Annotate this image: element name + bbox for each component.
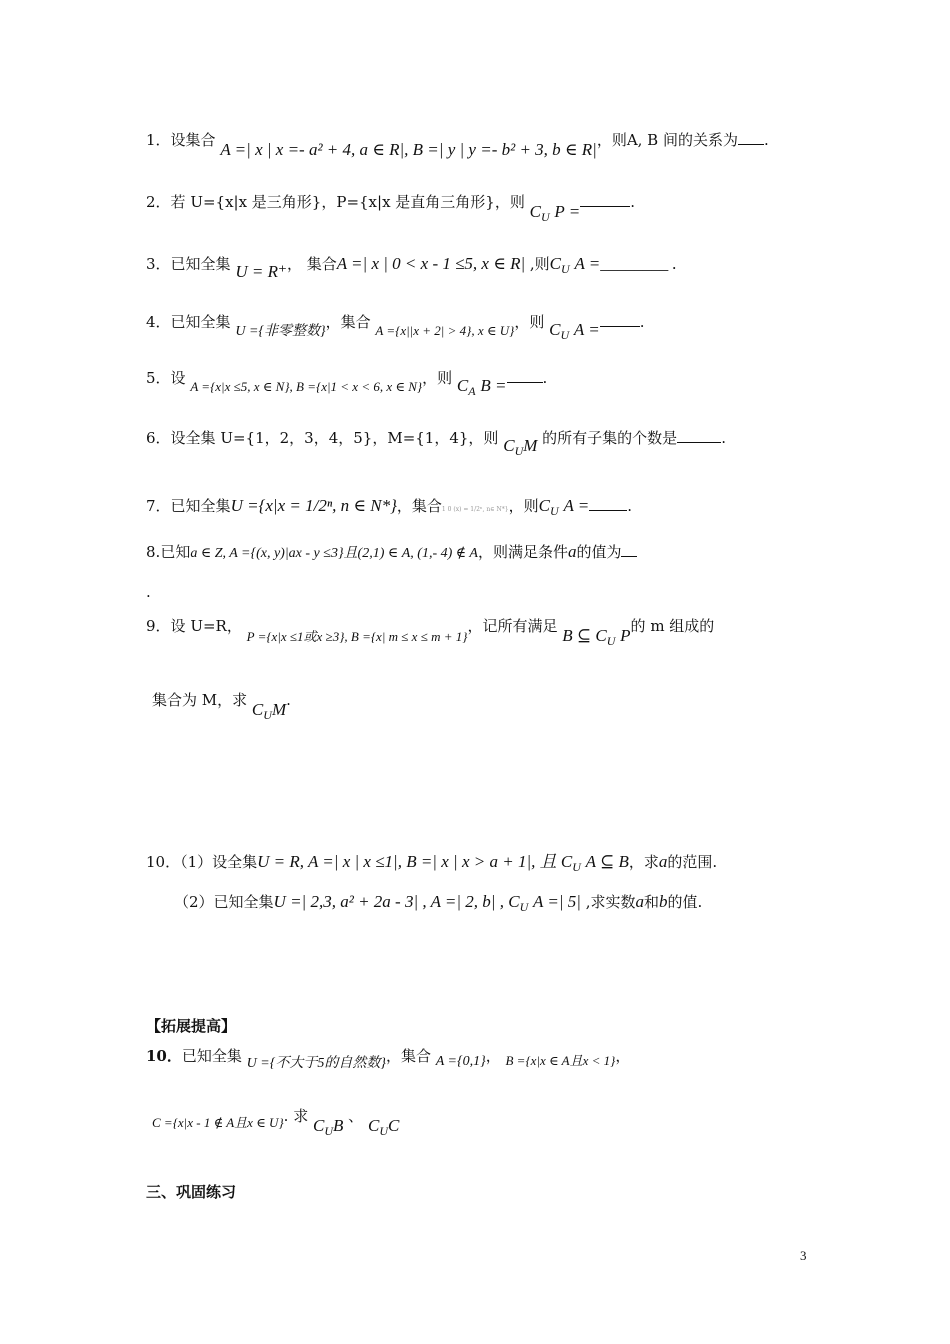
math-subscript: U bbox=[606, 634, 616, 648]
problem-number: 9． bbox=[146, 617, 171, 635]
problem-text: （1）设全集 bbox=[180, 853, 258, 871]
problem-text: 已知 bbox=[160, 543, 191, 561]
problem-text: 设集合 bbox=[170, 131, 216, 149]
problem-text: 若 U={x|x 是三角形}，P={x|x 是直角三角形}，则 bbox=[170, 193, 525, 211]
problem-9-cont bbox=[152, 688, 291, 722]
problem-text: 的所有子集的个数是 bbox=[537, 429, 678, 447]
problem-number: 6． bbox=[146, 429, 171, 447]
problem-number: 1． bbox=[146, 131, 171, 149]
problem-8 bbox=[146, 540, 637, 566]
math-expression: U =| 2,3, a² + 2a - 3| , A =| 2, b| , C bbox=[273, 892, 520, 911]
problem-number: 10． bbox=[146, 853, 181, 871]
problem-6 bbox=[146, 426, 726, 458]
math-expression: C bbox=[367, 1116, 380, 1135]
problem-number: 8. bbox=[146, 543, 161, 561]
section-heading-extension: 【拓展提高】 bbox=[146, 1017, 237, 1035]
problem-text: ，记所有满足 bbox=[467, 617, 558, 635]
problem-9 bbox=[146, 614, 715, 648]
problem-8-end bbox=[146, 580, 151, 604]
math-expression: C bbox=[538, 496, 550, 515]
problem-number: 3． bbox=[146, 255, 171, 273]
math-subscript: U bbox=[263, 708, 272, 722]
math-expression: M bbox=[523, 436, 538, 455]
math-subscript: U bbox=[324, 1124, 333, 1138]
problem-text: ，集合 bbox=[385, 1047, 431, 1065]
math-expression: a bbox=[635, 892, 644, 911]
math-expression: U = R⁺ bbox=[235, 262, 287, 281]
punctuation: . bbox=[627, 497, 633, 515]
math-expression: P bbox=[620, 626, 631, 645]
problem-text: 设 U=R， bbox=[170, 617, 242, 635]
punctuation: . bbox=[721, 429, 726, 447]
problem-text: 的值为 bbox=[576, 543, 622, 561]
math-expression: B ⊆ C bbox=[562, 626, 607, 645]
math-subscript: U bbox=[379, 1124, 388, 1138]
problem-number: 2． bbox=[146, 193, 171, 211]
problem-text: 和 bbox=[643, 893, 659, 911]
answer-blank bbox=[589, 510, 627, 511]
problem-number: 10． bbox=[146, 1047, 182, 1065]
math-expression: a bbox=[658, 852, 668, 871]
math-subscript: U bbox=[572, 860, 581, 874]
math-expression: C ={x|x - 1 ∉ A且x ∈ U} bbox=[152, 1115, 284, 1130]
extension-problem bbox=[146, 1044, 630, 1070]
math-expression: C bbox=[549, 320, 561, 339]
math-expression: C bbox=[549, 254, 562, 273]
problem-5 bbox=[146, 366, 548, 398]
problem-7 bbox=[146, 494, 632, 523]
problem-10a bbox=[146, 850, 717, 879]
math-expression: A =________ . bbox=[574, 254, 677, 273]
math-subscript: U bbox=[540, 210, 550, 224]
problem-text: 已知全集 bbox=[170, 497, 231, 515]
math-expression: M bbox=[271, 700, 287, 719]
extension-problem-line2 bbox=[152, 1104, 400, 1138]
problem-text: 设全集 U={1，2，3，4，5}，M={1，4}，则 bbox=[170, 429, 499, 447]
answer-blank bbox=[738, 144, 764, 145]
problem-text: ， 集合 bbox=[286, 255, 337, 273]
math-expression: a bbox=[567, 542, 577, 561]
punctuation: 、 bbox=[348, 1107, 364, 1125]
math-expression: A ={x||x + 2| > 4}, x ∈ U} bbox=[375, 323, 515, 338]
punctuation: . bbox=[542, 369, 548, 387]
problem-text: ，集合 bbox=[325, 313, 371, 331]
math-expression: U ={x|x = 1/2ⁿ, n ∈ N*} bbox=[230, 496, 397, 515]
answer-blank bbox=[677, 442, 721, 443]
answer-blank bbox=[580, 206, 630, 207]
math-expression: B = bbox=[480, 376, 507, 395]
math-expression: B ={x|x ∈ A且x < 1} bbox=[505, 1053, 616, 1068]
math-expression: U ={不大于5的自然数} bbox=[246, 1056, 386, 1071]
problem-1 bbox=[146, 128, 769, 159]
problem-text: ，则 bbox=[514, 313, 545, 331]
problem-text: 设 bbox=[170, 369, 186, 387]
problem-text: ，集合 bbox=[396, 497, 442, 515]
problem-number: 4． bbox=[146, 313, 171, 331]
problem-text: ，则满足条件 bbox=[477, 543, 568, 561]
math-expression: A ={0,1} bbox=[435, 1054, 486, 1069]
problem-10b bbox=[174, 890, 702, 919]
math-expression: U ={非零整数} bbox=[235, 324, 326, 339]
math-expression: A = bbox=[573, 320, 600, 339]
math-expression: C bbox=[503, 436, 515, 455]
problem-number: 5． bbox=[146, 369, 171, 387]
math-expression: C bbox=[312, 1116, 325, 1135]
math-expression: P = bbox=[554, 202, 581, 221]
page-number: 3 bbox=[800, 1248, 807, 1263]
math-subscript: U bbox=[519, 900, 529, 914]
answer-blank bbox=[621, 556, 637, 557]
punctuation: . bbox=[639, 313, 645, 331]
punctuation: . bbox=[146, 583, 151, 601]
math-expression: B bbox=[333, 1116, 344, 1135]
punctuation: . bbox=[763, 131, 769, 149]
math-subscript: A bbox=[468, 384, 476, 398]
math-expression: A =| x | 0 < x - 1 ≤5, x ∈ R| bbox=[336, 254, 526, 273]
problem-text: （2）已知全集 bbox=[174, 893, 274, 911]
math-subscript: U bbox=[560, 328, 570, 342]
math-expression: A ={x|x ≤5, x ∈ N}, B ={x|1 < x < 6, x ∈ N} bbox=[190, 379, 423, 394]
problem-text: 的范围. bbox=[667, 853, 718, 871]
problem-text: 集合为 M，求 bbox=[152, 691, 248, 709]
math-expression: C bbox=[456, 376, 469, 395]
math-expression: C bbox=[529, 202, 541, 221]
math-expression: P ={x|x ≤1或x ≥3}, B ={x| m ≤ x ≤ m + 1} bbox=[246, 629, 468, 644]
math-expression: U = R, A =| x | x ≤1|, B =| x | x > a + 1|, 且 C bbox=[257, 852, 573, 871]
problem-text: ， bbox=[615, 1047, 631, 1065]
math-expression: A = bbox=[563, 496, 590, 515]
problem-text: . 求 bbox=[283, 1107, 309, 1125]
problem-text: ，则 bbox=[422, 369, 453, 387]
problem-3 bbox=[146, 252, 677, 281]
math-subscript: U bbox=[514, 444, 524, 458]
math-expression-faint: 1 0 (x) = 1/2ⁿ, n∈ N*} bbox=[441, 506, 509, 513]
problem-number: 7． bbox=[146, 497, 171, 515]
answer-blank bbox=[600, 326, 640, 327]
math-expression: A =| 5| bbox=[533, 892, 581, 911]
answer-blank bbox=[507, 382, 543, 383]
math-expression: a ∈ Z, A ={(x, y)|ax - y ≤3}且(2,1) ∈ A, (1,- 4) ∉ A bbox=[190, 546, 478, 561]
math-expression: b bbox=[658, 892, 668, 911]
section-heading-consolidation: 三、巩固练习 bbox=[146, 1183, 237, 1201]
problem-2 bbox=[146, 190, 636, 224]
problem-4 bbox=[146, 310, 645, 342]
math-expression: A =| x | x =- a² + 4, a ∈ R|, B =| y | y =- b² + 3, b ∈ R| bbox=[220, 140, 597, 159]
problem-text: ,求实数 bbox=[580, 893, 636, 911]
problem-text: ， bbox=[485, 1047, 501, 1065]
punctuation: . bbox=[630, 193, 636, 211]
problem-text: 的值. bbox=[667, 893, 703, 911]
math-expression: A ⊆ B bbox=[585, 852, 629, 871]
math-expression: C bbox=[251, 700, 264, 719]
problem-text: ,则 bbox=[525, 255, 550, 273]
problem-text: 已知全集 bbox=[181, 1047, 242, 1065]
problem-text: ，求 bbox=[628, 853, 659, 871]
problem-text: 已知全集 bbox=[170, 255, 231, 273]
math-subscript: U bbox=[549, 504, 559, 518]
math-subscript: U bbox=[561, 262, 570, 276]
problem-text: ，则A, B 间的关系为 bbox=[596, 131, 738, 149]
punctuation: . bbox=[286, 691, 291, 709]
problem-text: 已知全集 bbox=[170, 313, 231, 331]
problem-text: ，则 bbox=[508, 497, 539, 515]
problem-text: 的 m 组成的 bbox=[630, 617, 715, 635]
math-expression: C bbox=[387, 1116, 400, 1135]
